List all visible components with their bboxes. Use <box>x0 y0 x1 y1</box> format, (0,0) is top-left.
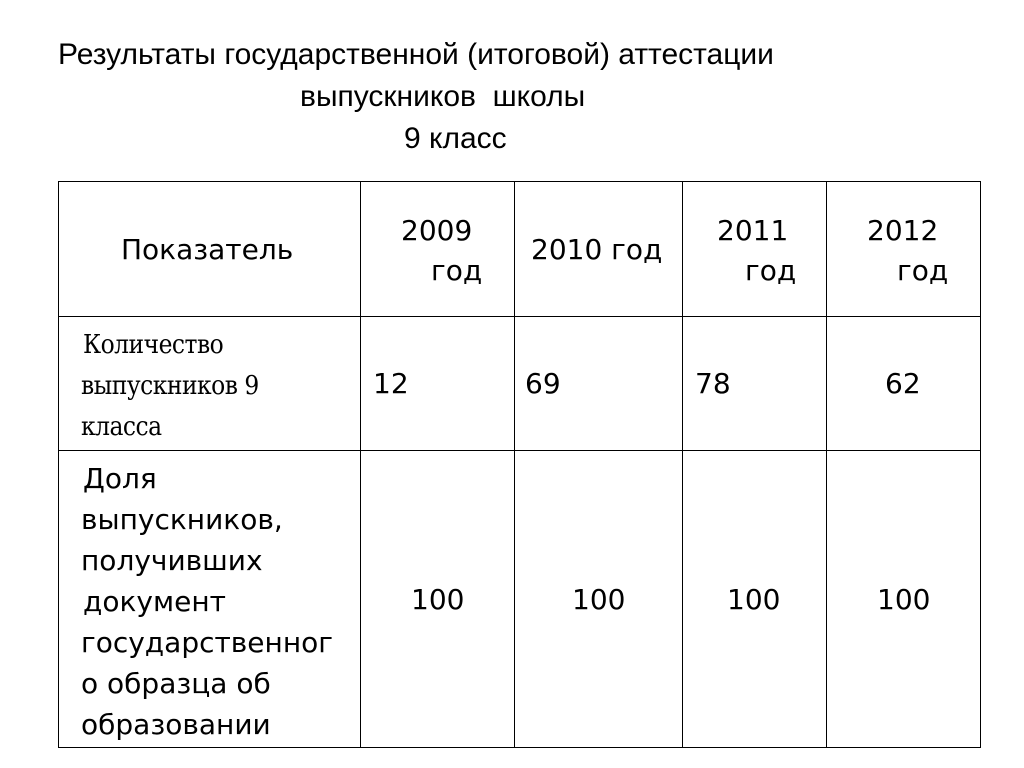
title-line-2: выпускников школы <box>300 80 586 113</box>
row2-label-line-4: документ <box>83 585 226 618</box>
table-row <box>59 451 981 748</box>
header-cell-2012 <box>827 182 981 317</box>
row1-value-2011-text: 78 <box>695 367 731 400</box>
row2-value-2010-text: 100 <box>572 583 626 616</box>
table-row <box>59 317 981 451</box>
row1-value-2012 <box>827 317 981 451</box>
row2-value-2011-text: 100 <box>727 583 781 616</box>
header-2010-year: 2010 год <box>531 233 663 266</box>
header-2009-god: год <box>431 254 483 287</box>
results-table <box>58 181 981 748</box>
row1-value-2012-text: 62 <box>885 367 921 400</box>
row-label-cell <box>59 451 361 748</box>
header-2011-god: год <box>745 254 797 287</box>
header-cell-indicator <box>59 182 361 317</box>
row2-label-line-6: о образца об <box>81 667 271 700</box>
row2-label-line-2: выпускников, <box>81 503 283 536</box>
row2-label-line-7: образовании <box>81 708 271 741</box>
row1-value-2009 <box>361 317 515 451</box>
row2-value-2010 <box>515 451 683 748</box>
row1-label-line-2: выпускников 9 <box>81 371 259 401</box>
header-cell-2009 <box>361 182 515 317</box>
title-line-1: Результаты государственной (итоговой) аттестации <box>58 38 774 71</box>
row2-value-2009 <box>361 451 515 748</box>
header-2009-year: 2009 <box>401 214 473 247</box>
row1-value-2010 <box>515 317 683 451</box>
header-2012-year: 2012 <box>867 214 939 247</box>
row1-label-line-3: класса <box>81 412 162 442</box>
row1-value-2010-text: 69 <box>525 367 561 400</box>
header-2011-year: 2011 <box>717 214 789 247</box>
row2-label-line-5: государственног <box>81 626 333 659</box>
row-label-cell <box>59 317 361 451</box>
row2-value-2012 <box>827 451 981 748</box>
header-row <box>59 182 981 317</box>
title-line-3: 9 класс <box>404 122 507 155</box>
row1-value-2011 <box>683 317 827 451</box>
row1-value-2009-text: 12 <box>373 367 409 400</box>
header-cell-2010 <box>515 182 683 317</box>
row2-label-line-3: получивших <box>81 544 263 577</box>
header-2012-god: год <box>897 254 949 287</box>
header-cell-2011 <box>683 182 827 317</box>
row2-label-line-1: Доля <box>83 462 157 495</box>
row2-value-2011 <box>683 451 827 748</box>
row2-value-2012-text: 100 <box>877 583 931 616</box>
row2-value-2009-text: 100 <box>411 583 465 616</box>
header-indicator-label: Показатель <box>121 233 294 266</box>
row1-label-line-1: Количество <box>83 330 224 360</box>
